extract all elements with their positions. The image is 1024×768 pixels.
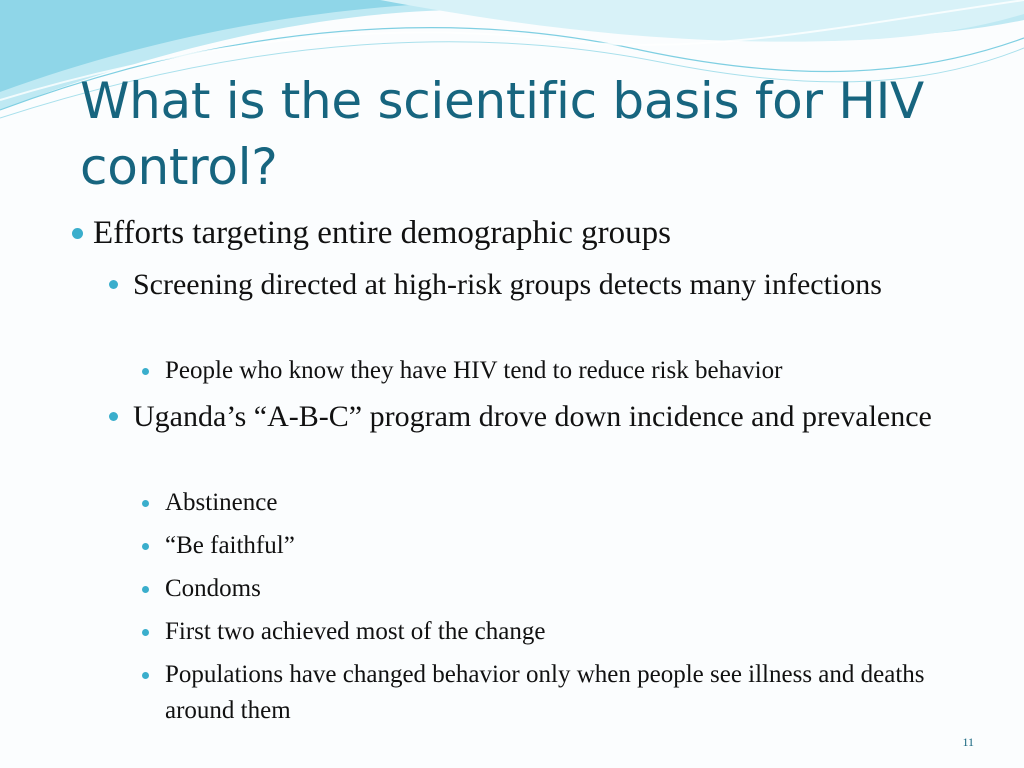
bullet-icon (142, 368, 149, 375)
bullet-icon (142, 672, 149, 679)
bullet-item-level3: First two achieved most of the change (165, 614, 965, 650)
bullet-icon (72, 228, 83, 239)
bullet-item-level3: Condoms (165, 571, 965, 607)
bullet-item-level2: Screening directed at high-risk groups detects many infections (133, 264, 933, 305)
bullet-item-level3: People who know they have HIV tend to reduce risk behavior (165, 353, 965, 389)
bullet-icon (142, 543, 149, 550)
slide-number: 11 (962, 735, 974, 749)
slide-title: What is the scientific basis for HIV control? (80, 72, 924, 196)
bullet-item-level3: Populations have changed behavior only when people see illness and deaths around them (165, 657, 925, 729)
bullet-icon (142, 500, 149, 507)
bullet-icon (142, 586, 149, 593)
bullet-item-level3: Abstinence (165, 485, 965, 521)
bullet-icon (109, 412, 118, 421)
bullet-item-level2: Uganda’s “A-B-C” program drove down incidence and prevalence (133, 396, 933, 437)
bullet-item-level1: Efforts targeting entire demographic groups (93, 212, 973, 254)
bullet-icon (109, 280, 118, 289)
bullet-item-level3: “Be faithful” (165, 528, 965, 564)
bullet-icon (142, 629, 149, 636)
